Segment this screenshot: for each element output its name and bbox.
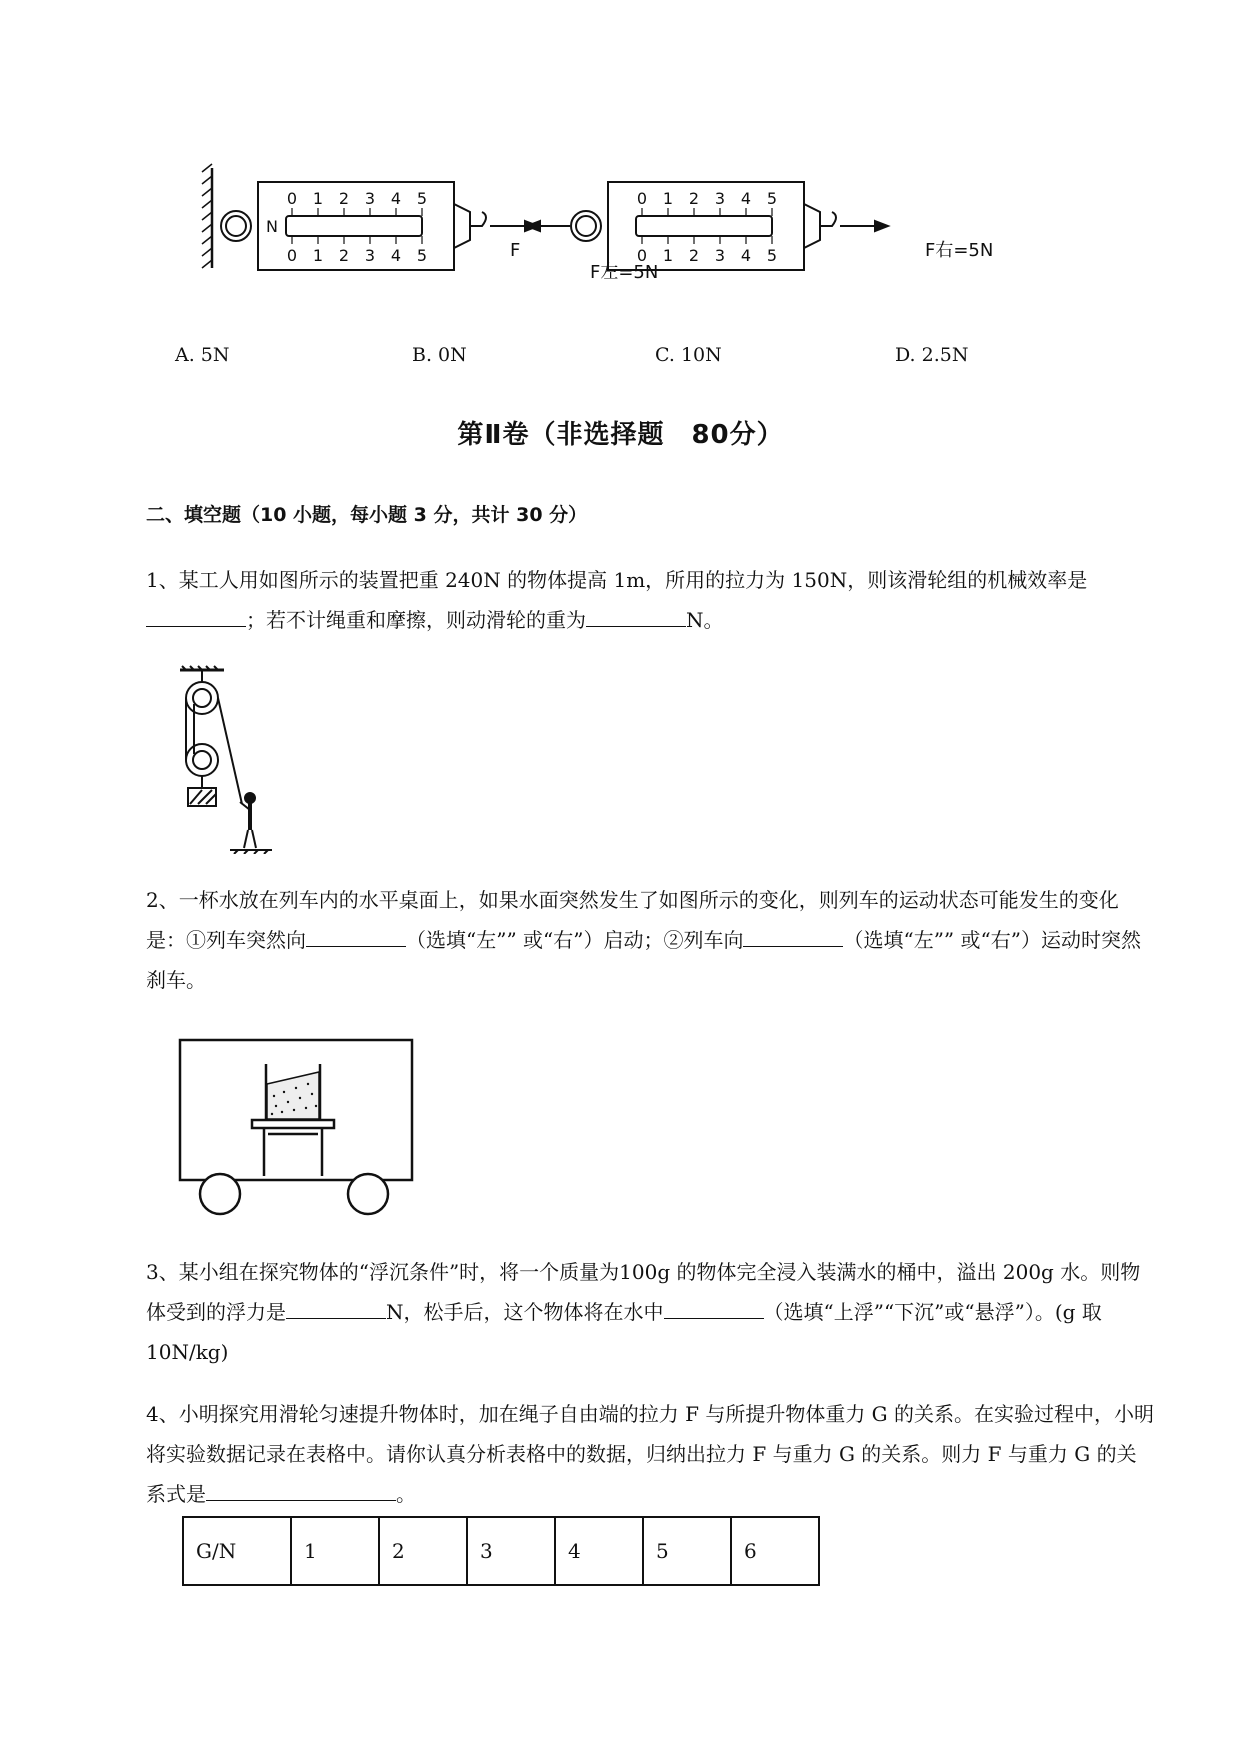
q3-blank-buoyancy[interactable] [286,1292,386,1319]
question-4 [146,1394,1156,1514]
table-cell: 5 [643,1517,731,1585]
table-cell: 3 [467,1517,555,1585]
scale-digit: 5 [416,246,428,265]
scale-digit: 2 [688,189,700,208]
scale-digit: 4 [740,189,752,208]
scale-digit: 3 [364,189,376,208]
spring-scale-right [527,182,888,270]
q4-text-b: 。 [396,1482,416,1506]
option-c[interactable]: C. 10N [655,344,722,366]
option-b[interactable]: B. 0N [412,344,467,366]
q2-blank-brake-direction[interactable] [743,920,843,947]
q1-blank-pulley-weight[interactable] [586,600,686,627]
scale-digit: 4 [390,246,402,265]
q3-blank-state[interactable] [664,1292,764,1319]
scale-digit: 0 [286,246,298,265]
force-label-right: F右=5N [925,240,994,261]
table-cell: 1 [291,1517,379,1585]
scale-digit: 0 [286,189,298,208]
q2-text-b: （选填“左”” 或“右”）启动；②列车向 [406,928,744,952]
table-cell: 4 [555,1517,643,1585]
scale-ticks-right [642,208,772,244]
scale-digit: 2 [688,246,700,265]
q3-text-c: （选填“上浮”“下沉”或“悬浮”）。(g 取 10N/kg) [146,1300,1102,1364]
scale-digit: 1 [662,189,674,208]
q3-text-a: 3、某小组在探究物体的“浮沉条件”时，将一个质量为100g 的物体完全浸入装满水的桶中，溢出 200g 水。则物体受到的浮力是 [146,1260,1141,1324]
table-cell-header: G/N [183,1517,291,1585]
q3-text-b: N，松手后，这个物体将在水中 [386,1300,664,1324]
part-heading: 二、填空题（10 小题，每小题 3 分，共计 30 分） [146,504,588,526]
q2-text-a: 2、一杯水放在列车内的水平桌面上，如果水面突然发生了如图所示的变化，则列车的运动状态可能发生的变化是：①列车突然向 [146,888,1119,952]
wheel-right-icon [348,1174,388,1214]
scale-digit: 0 [636,189,648,208]
q2-text-c: （选填“左”” 或“右”）运动时突然刹车。 [146,928,1141,992]
option-d[interactable]: D. 2.5N [895,344,969,366]
spring-scales-figure [190,160,1030,285]
q1-text-b: ；若不计绳重和摩擦，则动滑轮的重为 [246,608,586,632]
question-2 [146,880,1156,1000]
scale-digit: 4 [390,189,402,208]
scale-digit: 4 [740,246,752,265]
table-cell: 6 [731,1517,819,1585]
force-label-f: F [510,240,521,261]
wheel-left-icon [200,1174,240,1214]
scale-digit: 1 [662,246,674,265]
q1-text-c: N。 [686,608,724,632]
question-3 [146,1252,1156,1372]
q4-blank-relation[interactable] [206,1474,396,1501]
scale-unit: N [266,217,278,236]
scale-digit: 1 [312,189,324,208]
q1-text-a: 1、某工人用如图所示的装置把重 240N 的物体提高 1m，所用的拉力为 150N，则该滑轮组的机械效率是 [146,568,1088,592]
wall-hatch-icon [202,164,212,268]
scale-digit: 5 [416,189,428,208]
scale-digit: 1 [312,246,324,265]
train-car-figure [176,1036,416,1218]
table-top [252,1120,334,1128]
option-a[interactable]: A. 5N [175,344,230,366]
data-table [182,1516,820,1586]
scale-digit: 3 [364,246,376,265]
q4-text-a: 4、小明探究用滑轮匀速提升物体时，加在绳子自由端的拉力 F 与所提升物体重力 G 的关系。在实验过程中，小明将实验数据记录在表格中。请你认真分析表格中的数据，归纳出拉力 F 与重力 G 的关系。则力 F 与重力 G 的关系式是 [146,1402,1155,1506]
question-1 [146,560,1156,640]
scale-digit: 5 [766,189,778,208]
section-title: 第Ⅱ卷（非选择题 80分） [457,420,784,450]
scale-ticks-left [292,208,422,244]
scale-digit: 0 [636,246,648,265]
scale-digit: 3 [714,189,726,208]
scale-digit: 2 [338,246,350,265]
fixed-pulley-icon [186,682,218,714]
force-label-left: F左=5N [590,262,659,283]
scale-digit: 2 [338,189,350,208]
table-cell: 2 [379,1517,467,1585]
q2-blank-start-direction[interactable] [306,920,406,947]
pulley-system-figure [172,664,282,854]
table-row [183,1517,819,1585]
q1-blank-efficiency[interactable] [146,600,246,627]
movable-pulley-icon [186,744,218,776]
scale-digit: 5 [766,246,778,265]
scale-digit: 3 [714,246,726,265]
